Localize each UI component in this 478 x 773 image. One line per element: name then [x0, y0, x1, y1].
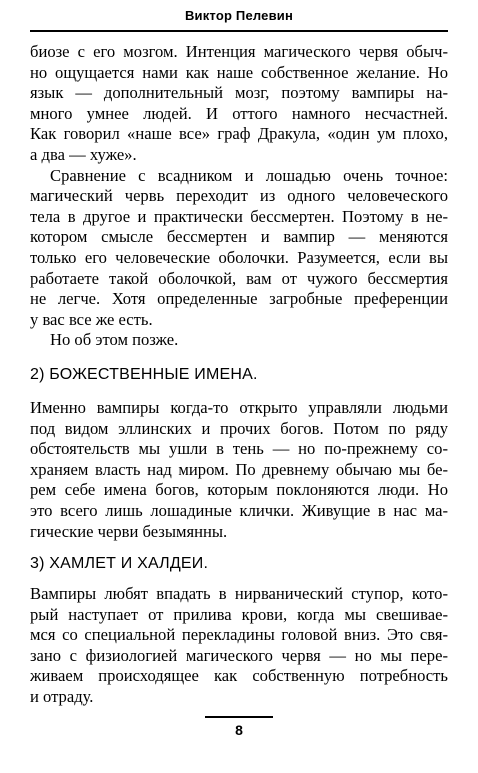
- text-line: гические черви безымянны.: [30, 521, 228, 541]
- text-line: Именно вампиры когда-то открыто управляли людьми: [30, 398, 448, 417]
- text-line: рый наступает от прилива крови, когда мы свешивае-: [30, 604, 448, 624]
- running-header: Виктор Пелевин: [184, 8, 294, 23]
- text-line: живаем происходящее как собственную потребность: [30, 666, 448, 686]
- text-line: храняем власть над миром. По древнему обычаю мы бе-: [30, 459, 448, 479]
- page-number: 8: [235, 722, 243, 738]
- text-line: язык — дополнительный мозг, поэтому вампиры на-: [30, 83, 448, 103]
- text-line: Но об этом позже.: [50, 330, 179, 350]
- text-line: но ощущается нами как наше собственное желание. Но: [30, 62, 448, 82]
- footer-rule: [205, 716, 273, 718]
- text-line: у вас все же есть.: [30, 309, 153, 329]
- text-line: только его человеческие оболочки. Разумеется, если вы: [30, 247, 448, 267]
- text-line: не легче. Хотя определенные загробные преференции: [30, 289, 448, 309]
- paragraph-1: [30, 42, 448, 166]
- text-line: мся со специальной перекладины головой вниз. Это свя-: [30, 625, 448, 645]
- text-line: и отраду.: [30, 686, 94, 706]
- text-line: котором смысле бессмертен и вампир — меняются: [30, 227, 448, 247]
- text-line: Вампиры любят впадать в нирванический ступор, кото-: [30, 584, 448, 603]
- paragraph-3: [30, 330, 448, 351]
- text-line: под видом эллинских и прочих богов. Потом по ряду: [30, 418, 448, 438]
- section-heading-3: 3) ХАМЛЕТ И ХАЛДЕИ.: [30, 555, 209, 572]
- text-line: а два — хуже».: [30, 144, 137, 164]
- header-rule: [30, 30, 448, 32]
- text-line: обстоятельств мы ушли в тень — но по-прежнему со-: [30, 439, 448, 459]
- text-line: работаете такой оболочкой, вам от чужого бессмертия: [30, 268, 448, 288]
- text-line: биозе с его мозгом. Интенция магического червя обыч-: [30, 42, 448, 61]
- paragraph-2: [30, 166, 448, 331]
- text-line: магический червь переходит из одного человеческого: [30, 186, 448, 206]
- text-line: тела в другое и практически бессмертен. Поэтому в не-: [30, 206, 448, 226]
- text-line: это всего лишь лошадиные клички. Живущие в нас ма-: [30, 500, 448, 520]
- text-line: много умнее людей. И оттого намного несчастней.: [30, 103, 448, 123]
- section-3-text: [30, 584, 448, 708]
- body-text: [30, 42, 448, 351]
- text-line: Как говорил «наше все» граф Дракула, «один ум плохо,: [30, 124, 448, 144]
- text-line: зано с физиологией магического червя — но мы пере-: [30, 645, 448, 665]
- text-line: Сравнение с всадником и лошадью очень точное:: [50, 165, 448, 185]
- section-heading-2: 2) БОЖЕСТВЕННЫЕ ИМЕНА.: [30, 366, 258, 383]
- text-line: рем себе имена богов, которым поклоняются люди. Но: [30, 480, 448, 500]
- section-2-text: [30, 398, 448, 542]
